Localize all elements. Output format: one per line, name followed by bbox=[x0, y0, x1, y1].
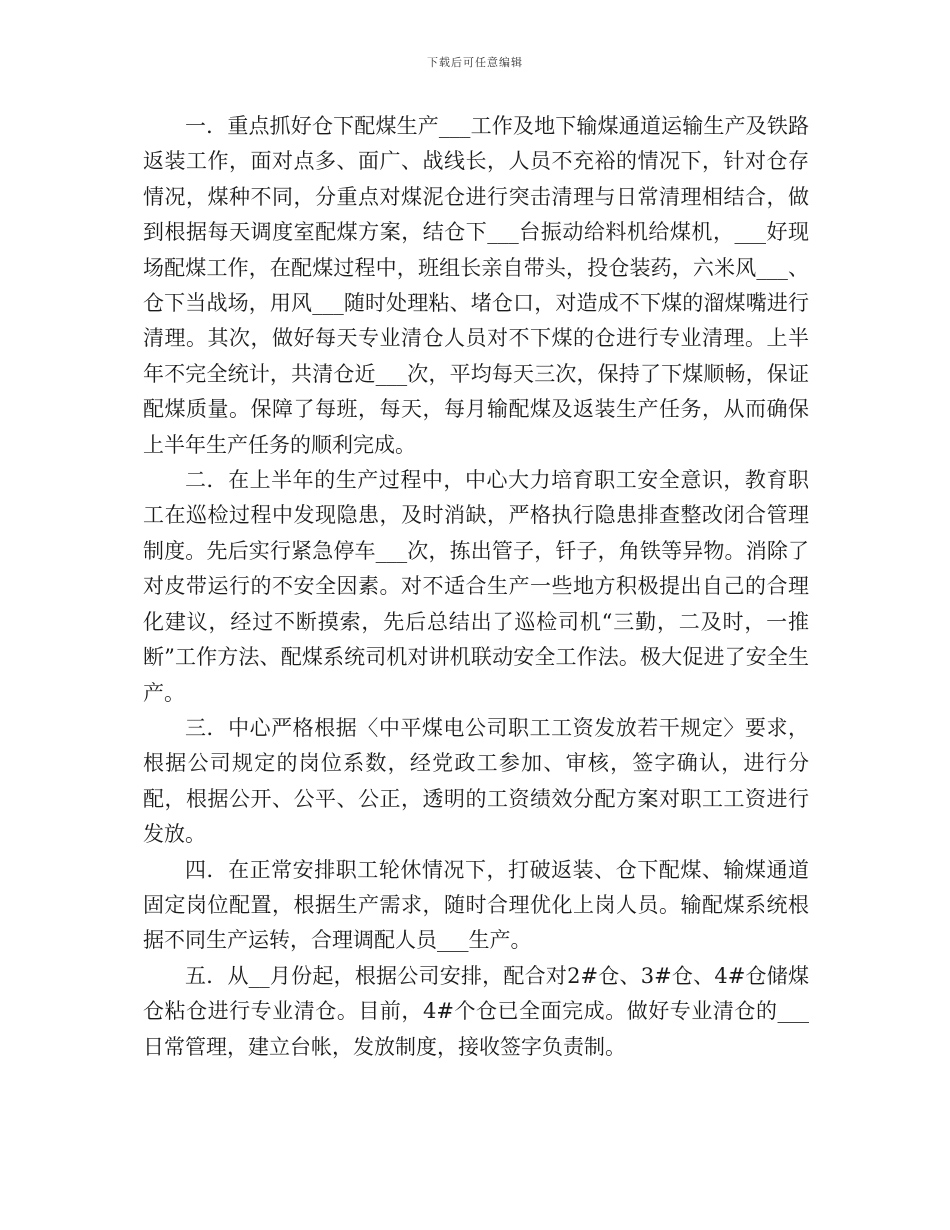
paragraph-4: 四．在正常安排职工轮休情况下，打破返装、仓下配煤、输煤通道固定岗位配置，根据生产需求，随时合理优化上岗人员。输配煤系统根据不同生产运转，合理调配人员___生产。 bbox=[143, 857, 809, 953]
paragraph-5: 五．从__月份起，根据公司安排，配合对2#仓、3#仓、4#仓储煤仓粘仓进行专业清仓。目前，4#个仓已全面完成。做好专业清仓的___日常管理，建立台帐，发放制度，接收签字负责制。 bbox=[143, 963, 809, 1059]
paragraph-1: 一．重点抓好仓下配煤生产___工作及地下输煤通道运输生产及铁路返装工作，面对点多、面广、战线长，人员不充裕的情况下，针对仓存情况，煤种不同，分重点对煤泥仓进行突击清理与日常清理相结合，做到根据每天调度室配煤方案，结仓下___台振动给料机给煤机，___好现场配煤工作，在配煤过程中，班组长亲自带头，投仓装药，六米风___、仓下当战场，用风___随时处理粘、堵仓口，对造成不下煤的溜煤嘴进行清理。其次，做好每天专业清仓人员对不下煤的仓进行专业清理。上半年不完全统计，共清仓近___次，平均每天三次，保持了下煤顺畅，保证配煤质量。保障了每班，每天，每月输配煤及返装生产任务，从而确保上半年生产任务的顺利完成。 bbox=[143, 114, 809, 457]
paragraph-2: 二．在上半年的生产过程中，中心大力培育职工安全意识，教育职工在巡检过程中发现隐患，及时消缺，严格执行隐患排查整改闭合管理制度。先后实行紧急停车___次，拣出管子，钎子，角铁等异物。消除了对皮带运行的不安全因素。对不适合生产一些地方积极提出自己的合理化建议，经过不断摸索，先后总结出了巡检司机“三勤，二及时，一推断”工作方法、配煤系统司机对讲机联动安全工作法。极大促进了安全生产。 bbox=[143, 468, 809, 705]
document-body bbox=[143, 109, 809, 1065]
page-header-note: 下载后可任意编辑 bbox=[427, 56, 523, 69]
paragraph-3: 三．中心严格根据〈中平煤电公司职工工资发放若干规定〉要求，根据公司规定的岗位系数，经党政工参加、审核，签字确认，进行分配，根据公开、公平、公正，透明的工资绩效分配方案对职工工资进行发放。 bbox=[143, 715, 809, 847]
